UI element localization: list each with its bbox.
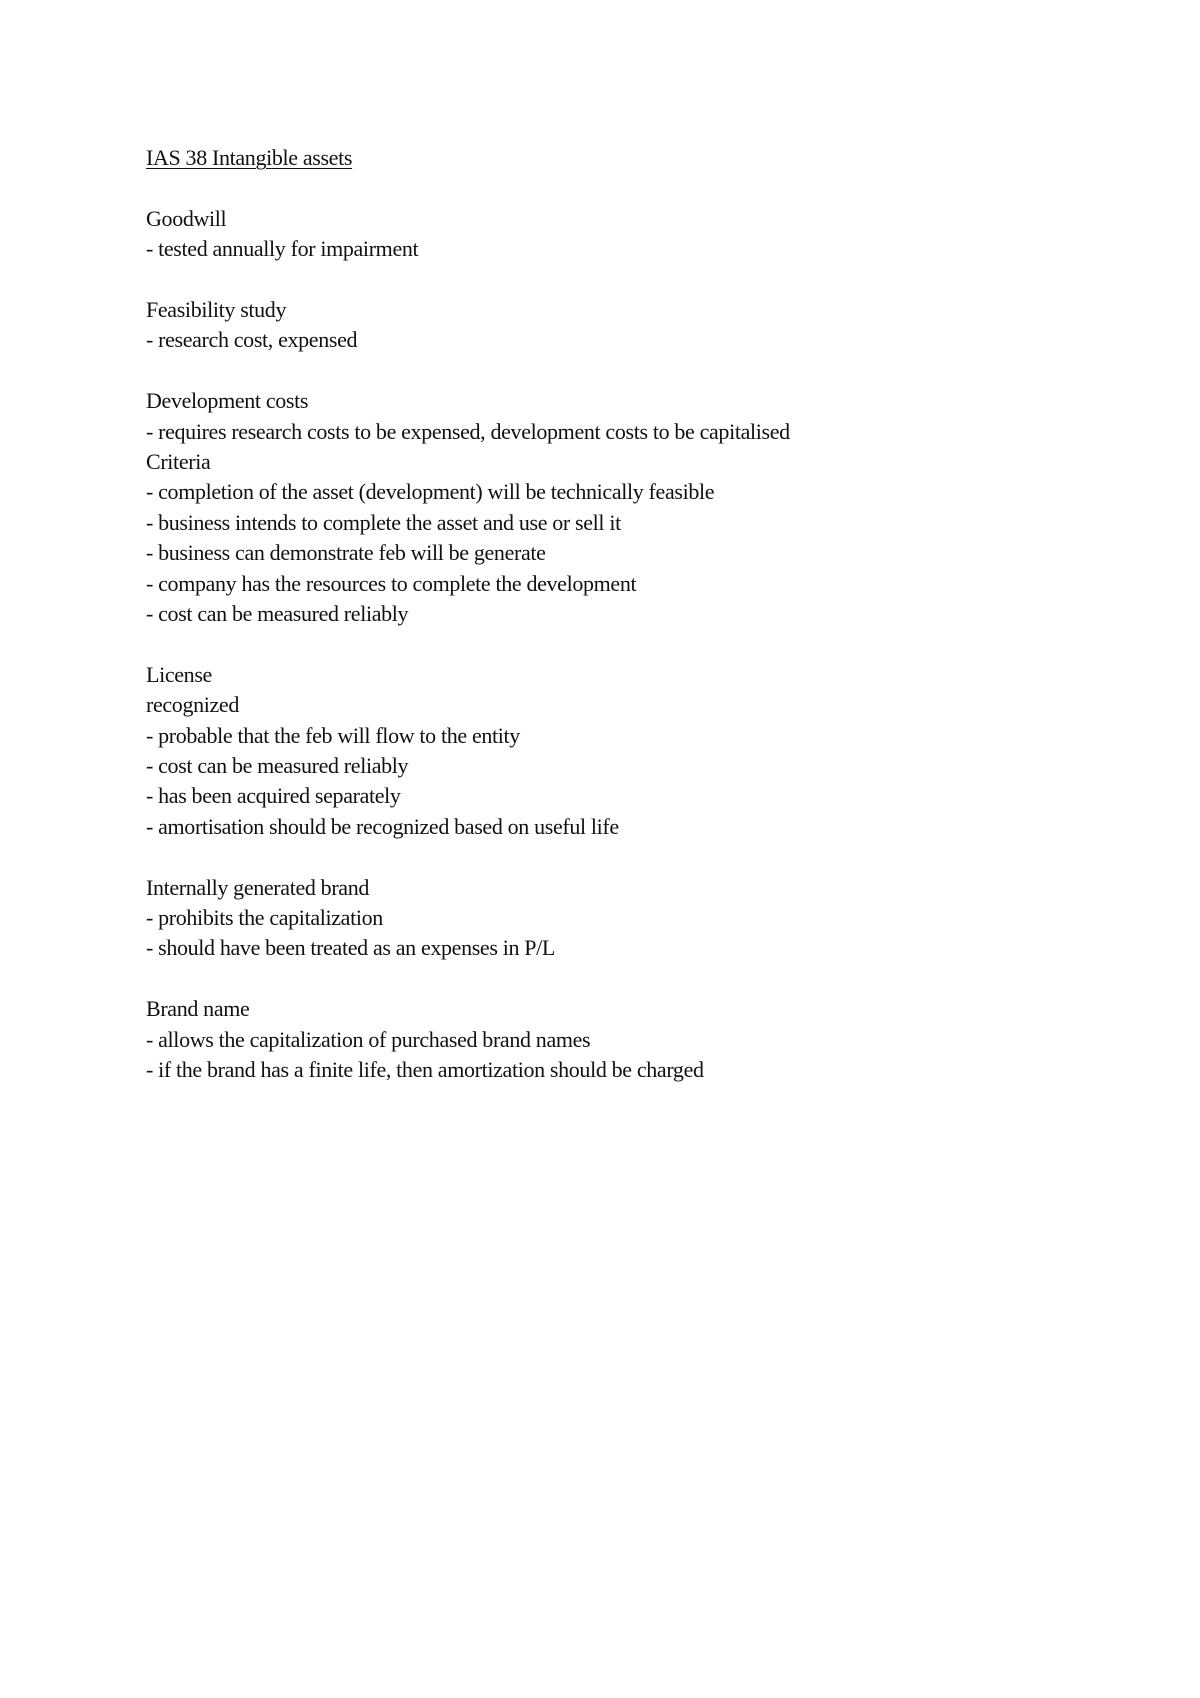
spacer xyxy=(146,964,1146,994)
spacer xyxy=(146,265,1146,295)
document-title: IAS 38 Intangible assets xyxy=(146,145,353,170)
section-heading-brand-name: Brand name xyxy=(146,996,250,1022)
section-heading-license: License xyxy=(146,661,212,687)
bullet-line: - business can demonstrate feb will be generate xyxy=(146,540,546,566)
subheading-criteria: Criteria xyxy=(146,449,211,475)
bullet-line: - research cost, expensed xyxy=(146,327,358,353)
spacer xyxy=(146,173,1146,203)
section-heading-internal-brand: Internally generated brand xyxy=(146,874,370,900)
bullet-line: - allows the capitalization of purchased brand names xyxy=(146,1026,591,1052)
bullet-line: - prohibits the capitalization xyxy=(146,905,383,931)
bullet-line: - completion of the asset (development) will be technically feasible xyxy=(146,479,715,505)
subheading-recognized: recognized xyxy=(146,692,239,718)
bullet-line: - tested annually for impairment xyxy=(146,236,419,262)
section-heading-development: Development costs xyxy=(146,388,309,414)
section-heading-feasibility: Feasibility study xyxy=(146,297,287,322)
spacer xyxy=(146,356,1146,386)
spacer xyxy=(146,842,1146,872)
document-body xyxy=(146,143,1146,1086)
bullet-line: - company has the resources to complete the development xyxy=(146,570,637,596)
bullet-line: - if the brand has a finite life, then amortization should be charged xyxy=(146,1057,704,1083)
bullet-line: - has been acquired separately xyxy=(146,783,401,809)
bullet-line: - amortisation should be recognized based on useful life xyxy=(146,813,619,839)
bullet-line: - probable that the feb will flow to the entity xyxy=(146,722,520,748)
bullet-line: - business intends to complete the asset and use or sell it xyxy=(146,509,621,535)
section-heading-goodwill: Goodwill xyxy=(146,205,227,231)
bullet-line: - cost can be measured reliably xyxy=(146,601,409,627)
bullet-line: - should have been treated as an expenses in P/L xyxy=(146,935,556,961)
bullet-line: - requires research costs to be expensed, development costs to be capitalised xyxy=(146,418,790,444)
spacer xyxy=(146,629,1146,659)
bullet-line: - cost can be measured reliably xyxy=(146,753,409,779)
